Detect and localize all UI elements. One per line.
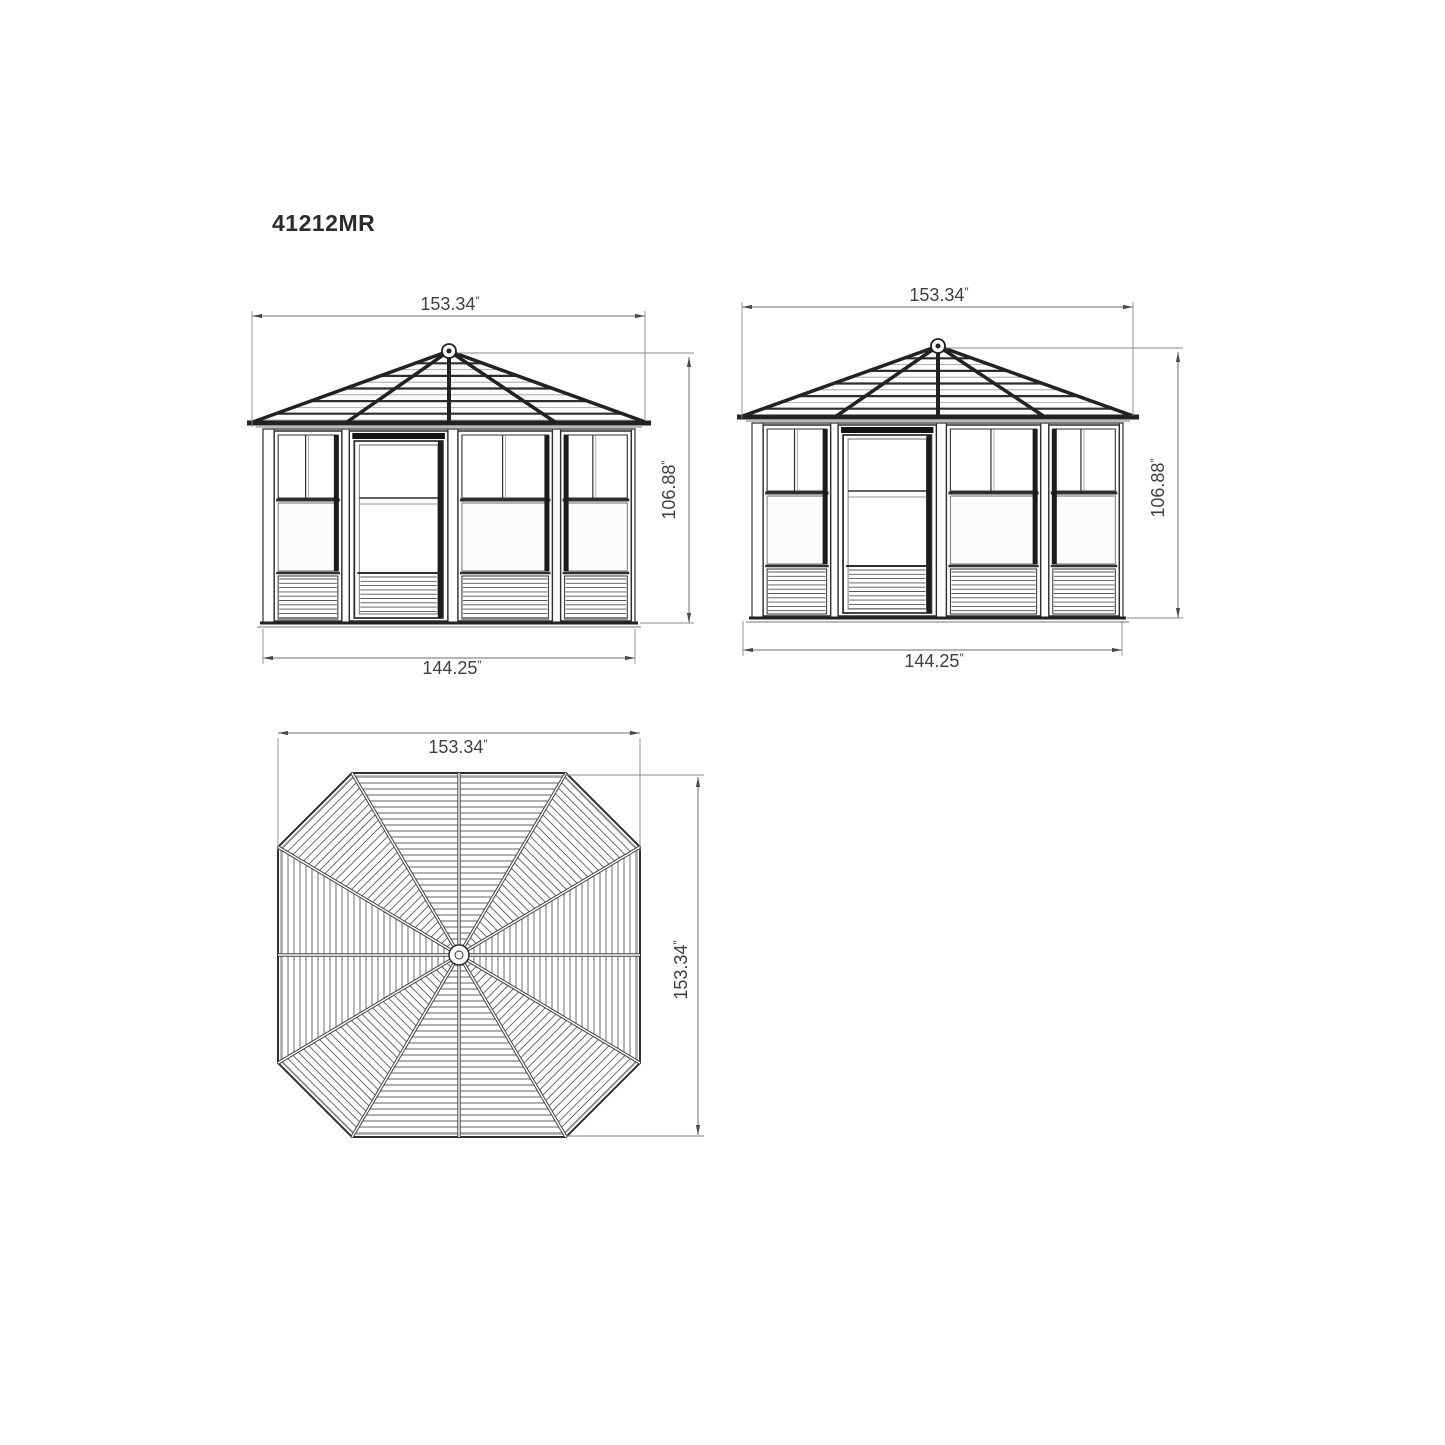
roof-plan-view xyxy=(102,597,816,1313)
rear-roof-width-dimension-label: 153.34″ xyxy=(909,285,969,305)
front-height-dimension-label: 106.88″ xyxy=(659,460,679,520)
roof-plan-linework xyxy=(102,597,816,1313)
plan-width-dimension-label: 153.34″ xyxy=(428,737,488,757)
rear-wall-width-dimension-label: 144.25″ xyxy=(904,651,964,671)
front-elevation-view xyxy=(247,294,694,678)
rear-elevation-view xyxy=(737,285,1183,671)
front-elevation-linework xyxy=(247,344,651,627)
front-wall-width-dimension-label: 144.25″ xyxy=(422,658,482,678)
front-roof-width-dimension-label: 153.34″ xyxy=(420,294,480,314)
rear-height-dimension-label: 106.88″ xyxy=(1148,458,1168,518)
model-number-title: 41212MR xyxy=(272,210,376,236)
plan-depth-dimension-label: 153.34″ xyxy=(671,940,691,1000)
rear-elevation-linework xyxy=(737,339,1139,622)
